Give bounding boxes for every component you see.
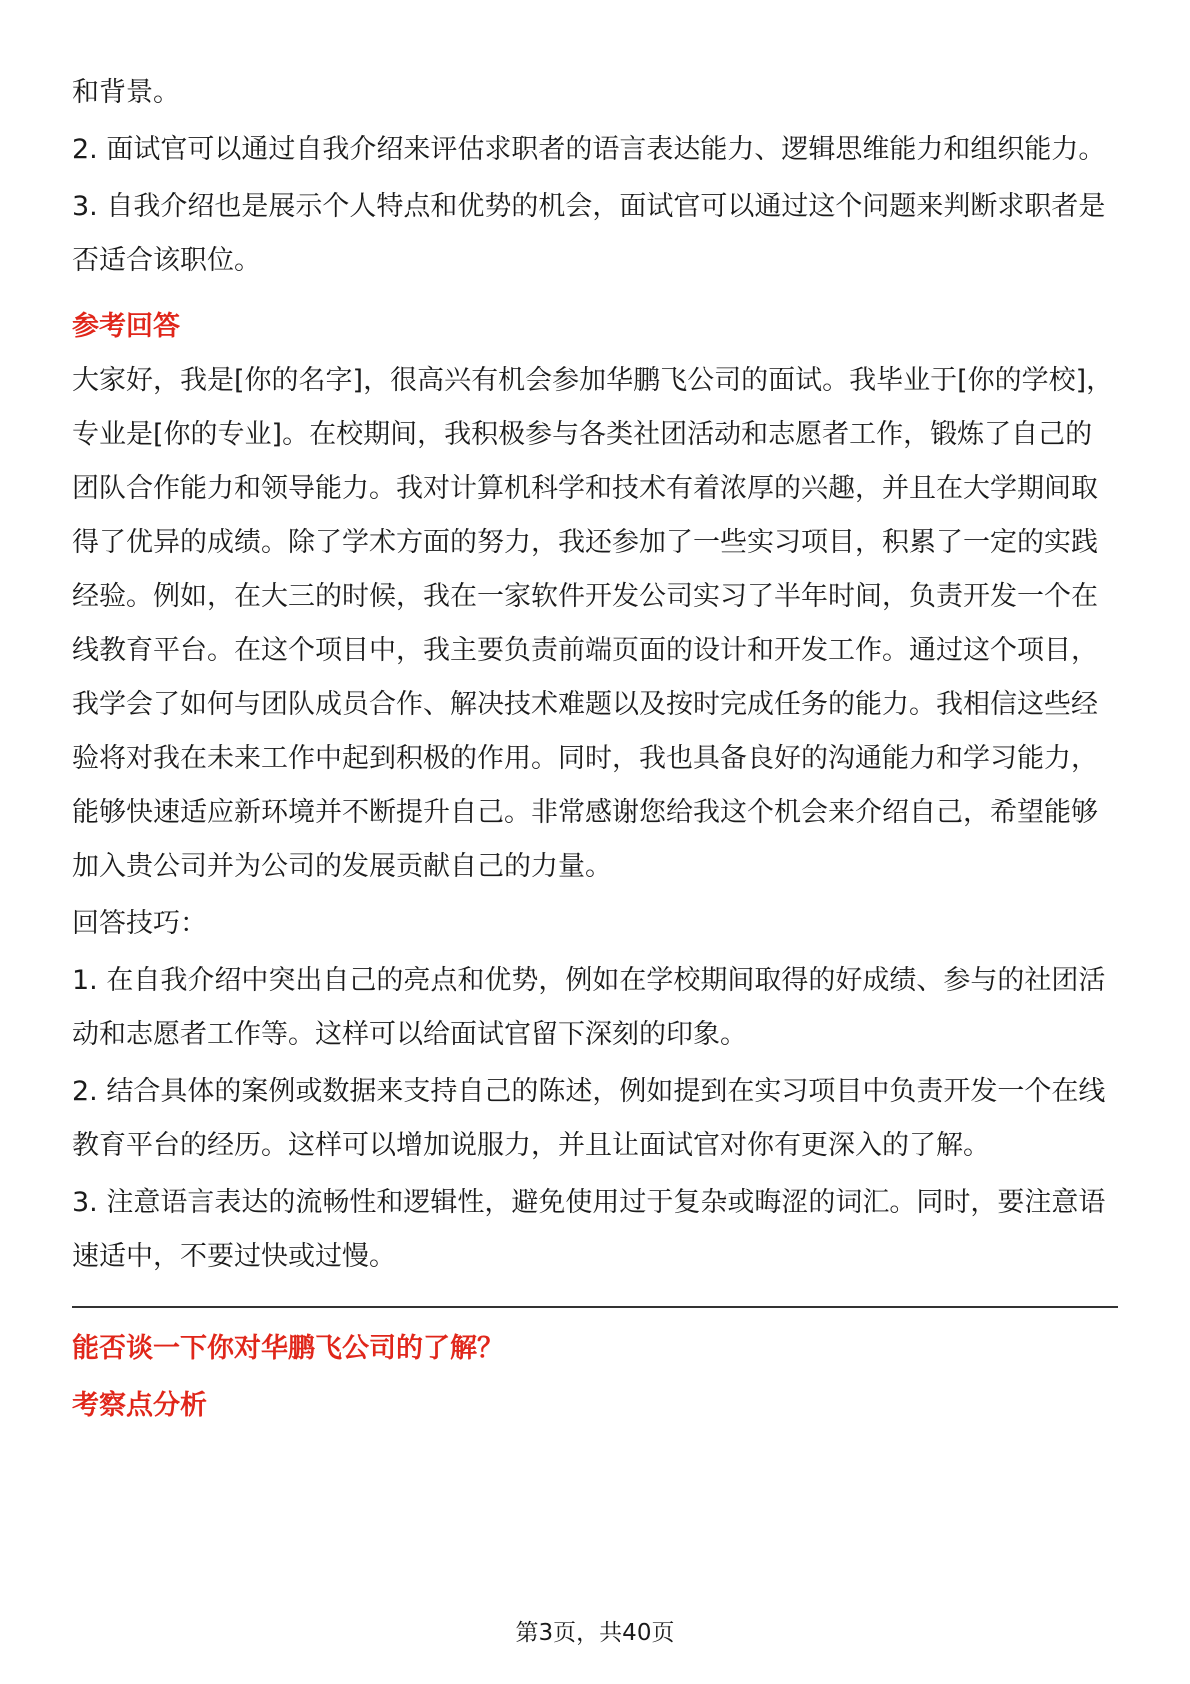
reference-answer-heading: 参考回答 [72, 311, 180, 342]
question-title: 能否谈一下你对华鹏飞公司的了解？ [72, 1333, 504, 1364]
analysis-item-2: 2. 面试官可以通过自我介绍来评估求职者的语言表达能力、逻辑思维能力和组织能力。 [72, 134, 1106, 165]
page-content [72, 66, 1118, 1433]
reference-answer-body: 大家好，我是[你的名字]，很高兴有机会参加华鹏飞公司的面试。我毕业于[你的学校]，专业是[你的专业]。在校期间，我积极参与各类社团活动和志愿者工作，锻炼了自己的团队合作能力和领导能力。我对计算机科学和技术有着浓厚的兴趣，并且在大学期间取得了优异的成绩。除了学术方面的努力，我还参加了一些实习项目，积累了一定的实践经验。例如，在大三的时候，我在一家软件开发公司实习了半年时间，负责开发一个在线教育平台。在这个项目中，我主要负责前端页面的设计和开发工作。通过这个项目，我学会了如何与团队成员合作、解决技术难题以及按时完成任务的能力。我相信这些经验将对我在未来工作中起到积极的作用。同时，我也具备良好的沟通能力和学习能力，能够快速适应新环境并不断提升自己。非常感谢您给我这个机会来介绍自己，希望能够加入贵公司并为公司的发展贡献自己的力量。 [72, 365, 1114, 882]
page-number: 第3页，共40页 [515, 1620, 675, 1646]
tip-item-3: 3. 注意语言表达的流畅性和逻辑性，避免使用过于复杂或晦涩的词汇。同时，要注意语速适中，不要过快或过慢。 [72, 1187, 1106, 1272]
analysis-heading: 考察点分析 [72, 1390, 207, 1421]
tip-item-1: 1. 在自我介绍中突出自己的亮点和优势，例如在学校期间取得的好成绩、参与的社团活动和志愿者工作等。这样可以给面试官留下深刻的印象。 [72, 965, 1106, 1050]
tips-heading: 回答技巧： [72, 908, 207, 939]
continued-text: 和背景。 [72, 77, 180, 108]
tip-item-2: 2. 结合具体的案例或数据来支持自己的陈述，例如提到在实习项目中负责开发一个在线教育平台的经历。这样可以增加说服力，并且让面试官对你有更深入的了解。 [72, 1076, 1106, 1161]
analysis-item-3: 3. 自我介绍也是展示个人特点和优势的机会，面试官可以通过这个问题来判断求职者是否适合该职位。 [72, 191, 1106, 276]
